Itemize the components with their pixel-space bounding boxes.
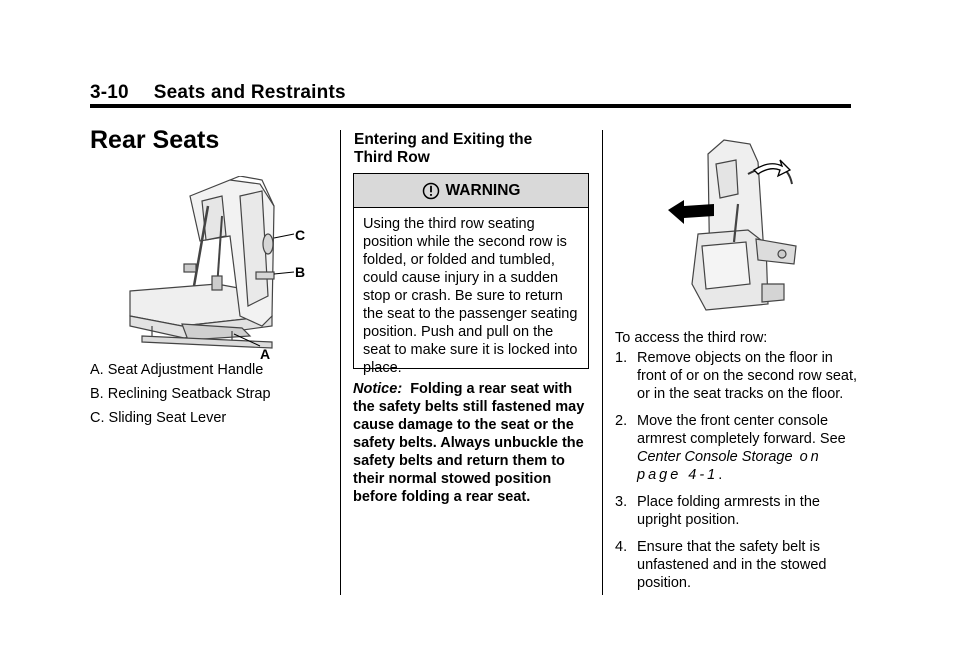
intro-text: To access the third row: [615, 330, 768, 346]
page-number: 3-10 [90, 82, 129, 103]
step-text: Place folding armrests in the upright position. [637, 494, 820, 528]
notice [353, 380, 593, 506]
arrow-left-icon [668, 200, 714, 224]
callout-b: B [295, 264, 306, 280]
caption-c: C. Sliding Seat Lever [90, 410, 227, 426]
step-number: 1. [615, 350, 628, 366]
column-divider-2 [602, 130, 603, 595]
notice-label: Notice: [353, 381, 403, 397]
warning-icon [422, 182, 440, 200]
callout-a: A [260, 346, 271, 361]
header-rule [90, 104, 851, 108]
caption-b: B. Reclining Seatback Strap [90, 386, 271, 402]
step-text-tail: . [718, 467, 723, 483]
third-row-access-illustration [666, 134, 806, 316]
step-number: 4. [615, 539, 628, 555]
warning-text: Using the third row seating position while the second row is folded, or folded and tumbled, could cause injury in a sudden stop or crash. Be sure to return the seat to the passenger seating position. Push and pull on the seat to make sure it is locked into place. [363, 216, 578, 376]
step-text: Move the front center console armrest completely forward. See [637, 413, 846, 447]
column-divider-1 [340, 130, 341, 595]
section-title: Seats and Restraints [153, 82, 346, 103]
list-item [615, 412, 860, 484]
caption-a: A. Seat Adjustment Handle [90, 362, 264, 378]
cross-reference-page[interactable]: on page 4-1 [637, 449, 822, 483]
rear-seat-illustration [122, 176, 312, 361]
notice-text: Folding a rear seat with the safety belts still fastened may cause damage to the seat or the safety belts. Always unbuckle the safety belts and return them to their normal stowed position before folding a rear seat. [353, 381, 585, 505]
list-item [615, 538, 860, 592]
page-header [90, 82, 346, 104]
warning-title: WARNING [445, 181, 521, 199]
section-heading: Rear Seats [90, 126, 220, 154]
list-item [615, 349, 860, 403]
step-text: Remove objects on the floor in front of or on the second row seat, or in the seat tracks on the floor. [637, 350, 858, 402]
callout-c: C [295, 227, 306, 243]
cross-reference-link[interactable]: Center Console Storage [637, 449, 793, 465]
step-number: 2. [615, 413, 628, 429]
step-text: Ensure that the safety belt is unfastened and in the stowed position. [637, 539, 827, 591]
warning-header [354, 174, 588, 208]
subsection-heading: Entering and Exiting the Third Row [354, 131, 533, 166]
list-item [615, 493, 860, 529]
warning-box [353, 173, 589, 376]
step-number: 3. [615, 494, 628, 510]
steps-list [615, 349, 860, 601]
